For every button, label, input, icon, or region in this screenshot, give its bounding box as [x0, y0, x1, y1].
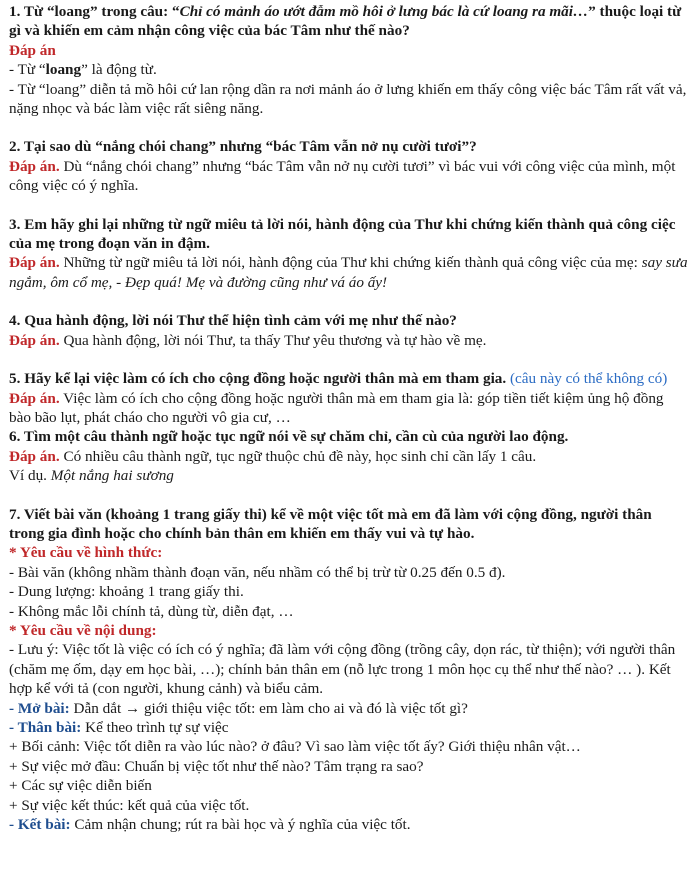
- question-6: 6. Tìm một câu thành ngữ hoặc tục ngữ nói về sự chăm chỉ, cần cù của người lao động.: [9, 428, 569, 446]
- ket-bai-text: Cảm nhận chung; rút ra bài học và ý nghĩa của việc tốt.: [70, 816, 411, 834]
- q6-answer: [9, 447, 688, 466]
- q1-answer-label: Đáp án: [9, 41, 56, 59]
- q7-form-item: - Dung lượng: khoảng 1 trang giấy thi.: [9, 583, 244, 601]
- q7-body-item: + Các sự việc diễn biến: [9, 777, 152, 795]
- q3-answer: [9, 253, 688, 292]
- q7-form-heading: * Yêu cầu về hình thức:: [9, 544, 163, 562]
- q6-answer-label: Đáp án.: [9, 447, 60, 465]
- q5-note: (câu này có thể không có): [506, 370, 668, 388]
- q1-answer-2: - Từ “loang” diễn tả mồ hôi cứ lan rộng dần ra nơi mảnh áo ở lưng khiến em thấy công việc bác Tâm rất vất vả, nặng nhọc và bác làm việc rất siêng năng.: [9, 80, 687, 118]
- q7-body-item: + Sự việc kết thúc: kết quả của việc tốt.: [9, 796, 250, 814]
- q5-answer: [9, 389, 688, 428]
- than-bai-text: Kể theo trình tự sự việc: [81, 719, 229, 736]
- q2-answer-text: Dù “nắng chói chang” nhưng “bác Tâm vẫn nở nụ cười tươi” vì bác vui với công việc của mình, một công việc có ý nghĩa.: [9, 157, 676, 195]
- mo-bai-text: Dẫn dắt → giới thiệu việc tốt: em làm cho ai và đó là việc tốt gì?: [69, 699, 468, 717]
- ket-bai-label: - Kết bài:: [9, 816, 71, 834]
- q3-answer-text: Những từ ngữ miêu tả lời nói, hành động của Thư khi chứng kiến thành quả công việc của mẹ:: [59, 254, 642, 272]
- q6-example-italic: Một nắng hai sương: [50, 467, 174, 485]
- question-2: 2. Tại sao dù “nắng chói chang” nhưng “bác Tâm vẫn nở nụ cười tươi”?: [9, 138, 477, 156]
- q5-answer-text: Việc làm có ích cho cộng đồng hoặc người thân mà em tham gia là: góp tiền tiết kiệm ủng hộ đồng bào bão lụt, phát cháo cho người vô gia cư, …: [9, 389, 664, 426]
- spacer: [9, 350, 688, 369]
- q7-note: - Lưu ý: Việc tốt là việc có ích có ý nghĩa; đã làm với cộng đồng (trồng cây, dọn rác, từ thiện); với người thân (chăm mẹ ốm, dạy em học bài, …); chính bản thân em (nỗ lực trong 1 môn học cụ thể như thế nào? … ). Kết hợp kể với tả (con người, khung cảnh) và biểu cảm.: [9, 641, 676, 698]
- q1-a1-bold: loang: [45, 61, 82, 79]
- q2-answer-label: Đáp án.: [9, 157, 60, 175]
- q7-ket-bai: [9, 815, 688, 834]
- spacer: [9, 118, 688, 137]
- q1-title-prefix: 1. Từ “loang” trong câu: “: [9, 3, 180, 20]
- q5-title: 5. Hãy kể lại việc làm có ích cho cộng đồng hoặc người thân mà em tham gia.: [9, 370, 507, 388]
- than-bai-label: - Thân bài:: [9, 719, 82, 736]
- q6-example-prefix: Ví dụ.: [9, 467, 51, 485]
- spacer: [9, 486, 688, 505]
- q7-mo-bai: [9, 699, 688, 718]
- mo-bai-label: - Mở bài:: [9, 699, 70, 717]
- q3-answer-label: Đáp án.: [9, 254, 60, 272]
- question-5: [9, 369, 688, 388]
- q7-form-item: - Bài văn (không nhầm thành đoạn văn, nếu nhầm có thể bị trừ từ 0.25 đến 0.5 đ).: [9, 563, 506, 581]
- q4-answer: [9, 331, 688, 350]
- q4-answer-label: Đáp án.: [9, 331, 60, 349]
- q7-form-item: - Không mắc lỗi chính tả, dùng từ, diễn đạt, …: [9, 602, 294, 620]
- q6-example: [9, 466, 688, 485]
- q1-answer-1: [9, 60, 688, 79]
- q1-a1-prefix: - Từ “: [9, 61, 46, 79]
- spacer: [9, 292, 688, 311]
- question-7: 7. Viết bài văn (khoảng 1 trang giấy thi) kể về một việc tốt mà em đã làm với cộng đồng, người thân trong gia đình hoặc cho chính bản thân em khiến em thấy vui và tự hào.: [9, 505, 652, 542]
- question-3: 3. Em hãy ghi lại những từ ngữ miêu tả lời nói, hành động của Thư khi chứng kiến thành quả công ciệc của mẹ trong đoạn văn in đậm.: [9, 215, 676, 253]
- question-1: [9, 2, 688, 41]
- q2-answer: [9, 157, 688, 196]
- q1-title-quote: Chỉ có mảnh áo ướt đẫm mồ hôi ở lưng bác là cứ loang ra mãi…: [179, 3, 589, 20]
- q1-a1-suffix: ” là động từ.: [81, 61, 157, 79]
- q7-than-bai: [9, 718, 688, 737]
- q4-answer-text: Qua hành động, lời nói Thư, ta thấy Thư yêu thương và tự hào về mẹ.: [59, 331, 487, 349]
- q7-content-heading: * Yêu cầu về nội dung:: [9, 621, 157, 639]
- q5-answer-label: Đáp án.: [9, 389, 60, 407]
- q7-body-item: + Sự việc mở đầu: Chuẩn bị việc tốt như thế nào? Tâm trạng ra sao?: [9, 757, 424, 775]
- question-4: 4. Qua hành động, lời nói Thư thể hiện tình cảm với mẹ như thế nào?: [9, 312, 457, 330]
- spacer: [9, 196, 688, 215]
- q1-title-suffix: ” thuộc loại từ gì và khiến em cảm nhận công việc của bác Tâm như thế nào?: [9, 3, 682, 40]
- q3-answer-italic: say sưa ngắm, ôm cổ mẹ, - Đẹp quá! Mẹ và đường cũng như vá áo ấy!: [9, 254, 688, 291]
- q7-body-item: + Bối cảnh: Việc tốt diễn ra vào lúc nào? ở đâu? Vì sao làm việc tốt ấy? Giới thiệu nhân vật…: [9, 738, 581, 756]
- q6-answer-text: Có nhiều câu thành ngữ, tục ngữ thuộc chủ đề này, học sinh chỉ cần lấy 1 câu.: [59, 447, 537, 465]
